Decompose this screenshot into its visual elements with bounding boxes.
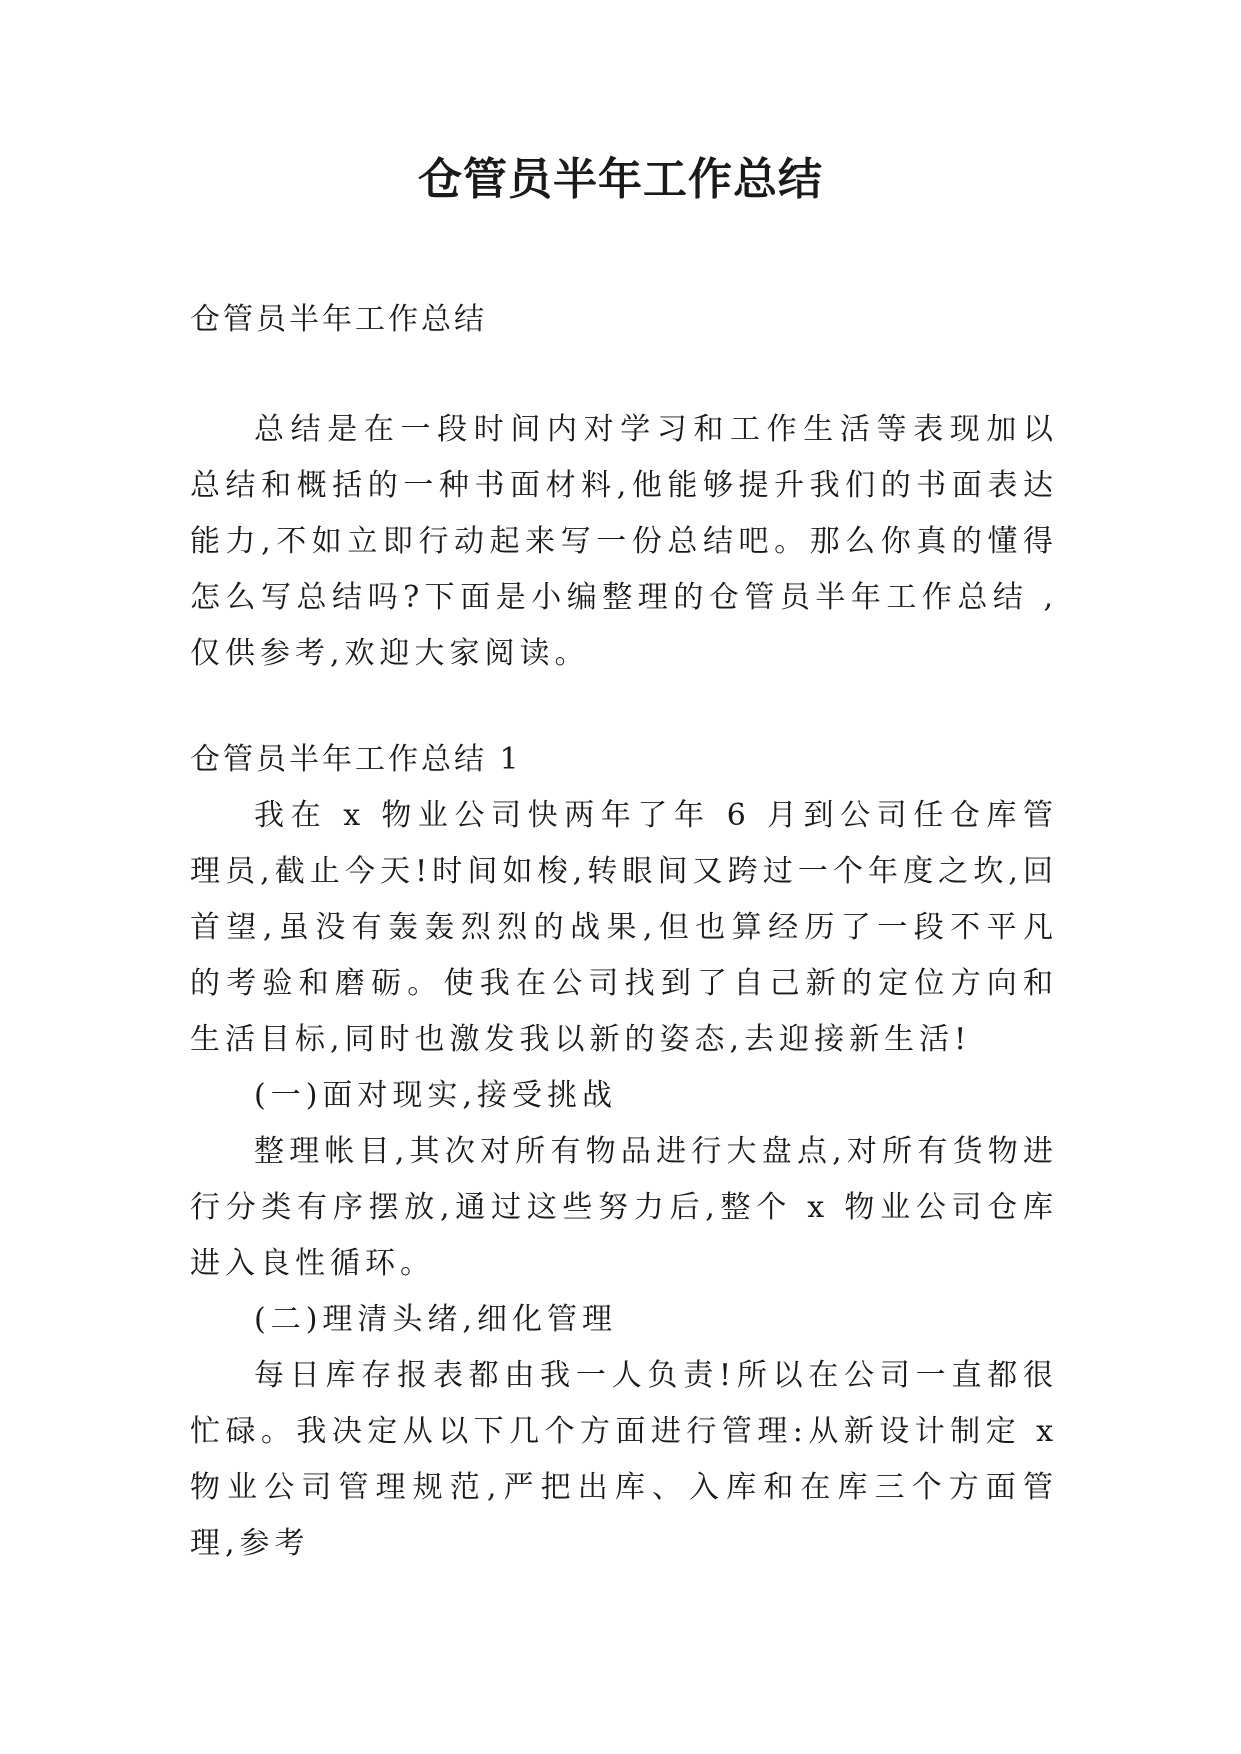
intro-paragraph: 总结是在一段时间内对学习和工作生活等表现加以总结和概括的一种书面材料,他能够提升我们的书面表达能力,不如立即行动起来写一份总结吧。那么你真的懂得怎么写总结吗?下面是小编整理的仓管员半年工作总结 ,仅供参考,欢迎大家阅读。 [190, 412, 1058, 671]
document-body [190, 292, 1058, 1572]
point-paragraph: 整理帐目,其次对所有物品进行大盘点,对所有货物进行分类有序摆放,通过这些努力后,整个 x 物业公司仓库进入良性循环。 [190, 1134, 1058, 1281]
document-title: 仓管员半年工作总结 [418, 154, 823, 205]
point-paragraph: 每日库存报表都由我一人负责!所以在公司一直都很忙碌。我决定从以下几个方面进行管理:从新设计制定 x 物业公司管理规范,严把出库、入库和在库三个方面管理,参考 [190, 1358, 1058, 1561]
document-subtitle: 仓管员半年工作总结 [190, 302, 487, 337]
section-heading: 仓管员半年工作总结 1 [190, 742, 522, 777]
section-paragraph: 我在 x 物业公司快两年了年 6 月到公司任仓库管理员,截止今天!时间如梭,转眼间又跨过一个年度之坎,回首望,虽没有轰轰烈烈的战果,但也算经历了一段不平凡的考验和磨砺。使我在公司找到了自己新的定位方向和生活目标,同时也激发我以新的姿态,去迎接新生活! [190, 798, 1058, 1057]
point-heading: (一)面对现实,接受挑战 [254, 1078, 617, 1113]
point-heading: (二)理清头绪,细化管理 [254, 1302, 617, 1337]
